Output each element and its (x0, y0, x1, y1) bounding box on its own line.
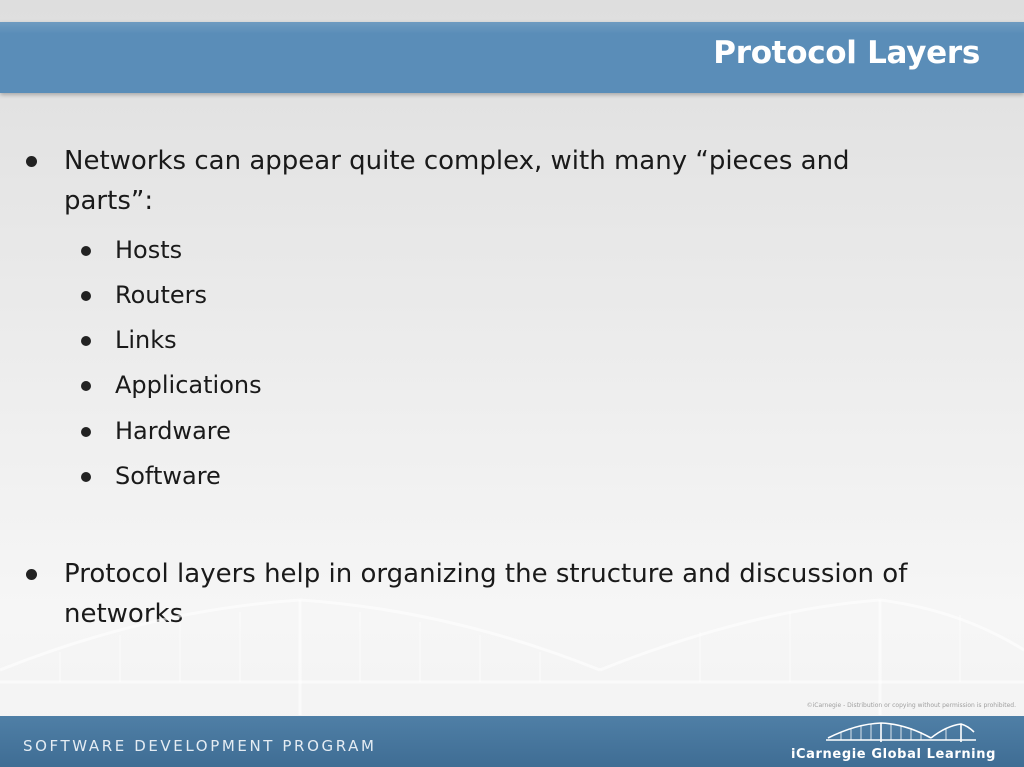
sub-bullet-label: Applications (115, 371, 262, 399)
bullet-networks-line1: Networks can appear quite complex, with many “pieces and (64, 146, 850, 176)
bullet-networks-line2: parts”: (64, 186, 154, 216)
sub-bullet-hosts (115, 235, 182, 265)
brand-logo (790, 722, 996, 766)
bullet-dot-icon (26, 156, 37, 167)
title-bar-shine (0, 22, 1024, 34)
sub-bullet-dot-icon (81, 381, 91, 391)
sub-bullet-software (115, 461, 221, 491)
sub-bullet-dot-icon (81, 336, 91, 346)
slide-title: Protocol Layers (713, 35, 980, 71)
sub-bullet-dot-icon (81, 291, 91, 301)
sub-bullet-hardware (115, 416, 231, 446)
bullet-dot-icon (26, 569, 37, 580)
bridge-watermark (0, 590, 1024, 720)
sub-bullet-dot-icon (81, 246, 91, 256)
sub-bullet-label: Hosts (115, 236, 183, 264)
sub-bullet-label: Routers (115, 281, 208, 309)
sub-bullet-label: Hardware (115, 417, 231, 445)
bullet-protocol-line1: Protocol layers help in organizing the structure and discussion of (64, 559, 908, 589)
bridge-icon (826, 722, 976, 744)
sub-bullet-routers (115, 280, 207, 310)
sub-bullet-applications (115, 370, 262, 400)
bullet-protocol-line2: networks (64, 599, 184, 629)
sub-bullet-label: Links (115, 326, 177, 354)
sub-bullet-label: Software (115, 462, 221, 490)
logo-text: iCarnegie Global Learning (790, 747, 996, 762)
program-name: SOFTWARE DEVELOPMENT PROGRAM (23, 737, 377, 755)
copyright-notice: ©iCarnegie - Distribution or copying without permission is prohibited. (806, 702, 1016, 709)
footer-bar (0, 716, 1024, 767)
sub-bullet-links (115, 325, 177, 355)
bullet-networks (64, 141, 984, 221)
sub-bullet-dot-icon (81, 427, 91, 437)
sub-bullet-dot-icon (81, 472, 91, 482)
